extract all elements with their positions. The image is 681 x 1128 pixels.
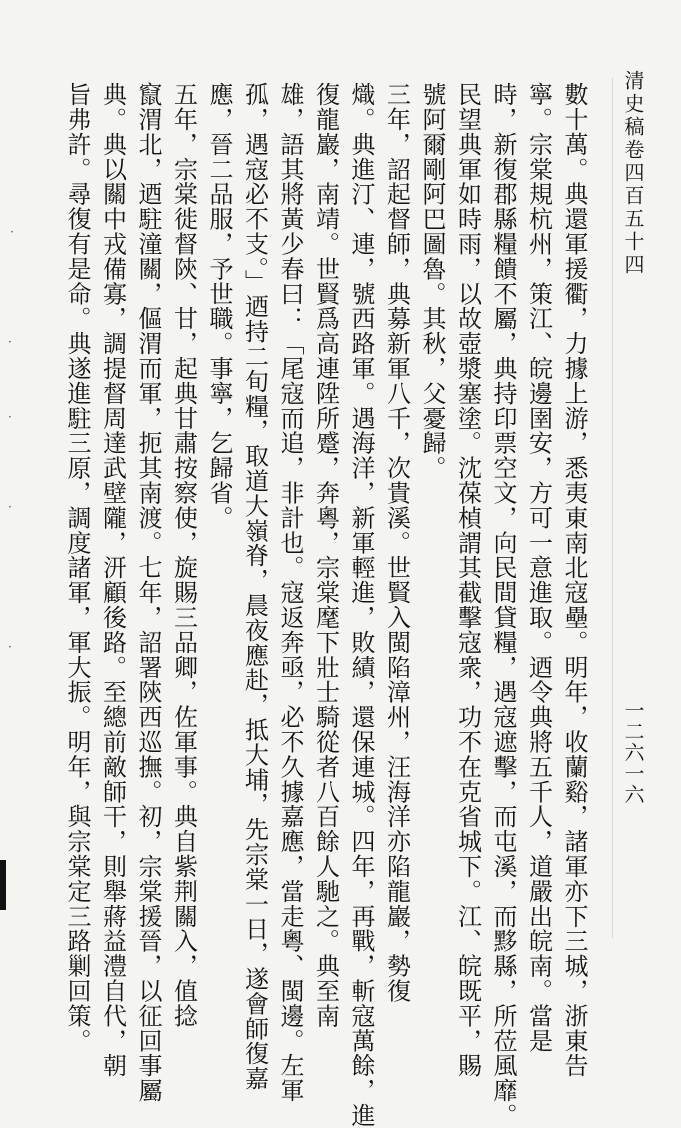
- scan-artifact-mark: ·: [8, 640, 12, 654]
- scan-artifact-mark: ·: [8, 410, 12, 424]
- scan-artifact-mark: ·: [8, 335, 12, 349]
- text-column: 時，新復郡縣糧饋不屬，典持印票空文，向民間貸糧，遇寇遮擊，而屯溪，而黟縣，所莅風靡。: [489, 82, 517, 1128]
- binding-edge-mark: [0, 860, 6, 910]
- text-column: 三年，詔起督師，典募新軍八千，次貴溪。世賢入閩陷漳州，汪海洋亦陷龍巖，勢復: [382, 82, 411, 1004]
- text-column: 應，晉二品服，予世職。事寧，乞歸省。: [205, 82, 233, 531]
- text-column: 雄，語其將黃少春曰：「尾寇而追，非計也。寇返奔亟，必不久據嘉應，當走粵、閩邊。左軍: [276, 82, 304, 1103]
- text-column: 寧。宗棠規杭州，策江、皖邊圉安，方可一意進取。迺令典將五千人，道嚴出皖南。當是: [524, 82, 553, 1054]
- header-divider: [612, 78, 613, 938]
- scan-artifact-mark: ·: [8, 500, 12, 514]
- text-column: 復龍巖，南靖。世賢爲高連陞所蹙，奔粵，宗棠麾下壯士騎從者八百餘人馳之。典至南: [311, 82, 340, 1029]
- text-column: 典。典以關中戎備寡，調提督周達武壁隴，汧顧後路。至總前敵師干，則舉蔣益澧自代，朝: [98, 82, 127, 1078]
- text-column: 孤，遇寇必不支。」迺持二旬糧，取道大嶺脊，晨夜應赴，抵大埔，先宗棠一日，遂會師復嘉: [240, 82, 269, 1091]
- text-column: 五年，宗棠徙督陝、甘，起典甘肅按察使，旋賜三品卿，佐軍事。典自紫荆關入，值捻: [169, 82, 198, 1029]
- text-column: 熾。典進汀、連，號西路軍。遇海洋，新軍輕進，敗績，還保連城。四年，再戰，斬寇萬餘，進: [347, 82, 375, 1128]
- scan-artifact-mark: ·: [10, 225, 14, 239]
- text-column: 竄渭北，迺駐潼關，傴渭而軍，扼其南渡。七年，詔署陝西巡撫。初，宗棠援晉，以征回事屬: [134, 82, 162, 1103]
- text-column: 民望典軍如時雨，以故壺漿塞塗。沈葆楨謂其截擊寇衆，功不在克省城下。江、皖既平，賜: [453, 82, 482, 1078]
- text-column: 旨弗許。尋復有是命。典遂進駐三原，調度諸軍，軍大振。明年，與宗棠定三路剿回策。: [63, 82, 91, 1054]
- body-text: [63, 82, 591, 1128]
- text-column: 號阿爾剛阿巴圖魯。其秋，父憂歸。: [418, 82, 446, 481]
- running-header: 清史稿卷四百五十四: [621, 70, 645, 277]
- text-column: 數十萬。典還軍援衢，力據上游，悉夷東南北寇壘。明年，收蘭谿，諸軍亦下三城，浙東告: [560, 82, 588, 1078]
- page-number: 一二六一六: [621, 700, 645, 805]
